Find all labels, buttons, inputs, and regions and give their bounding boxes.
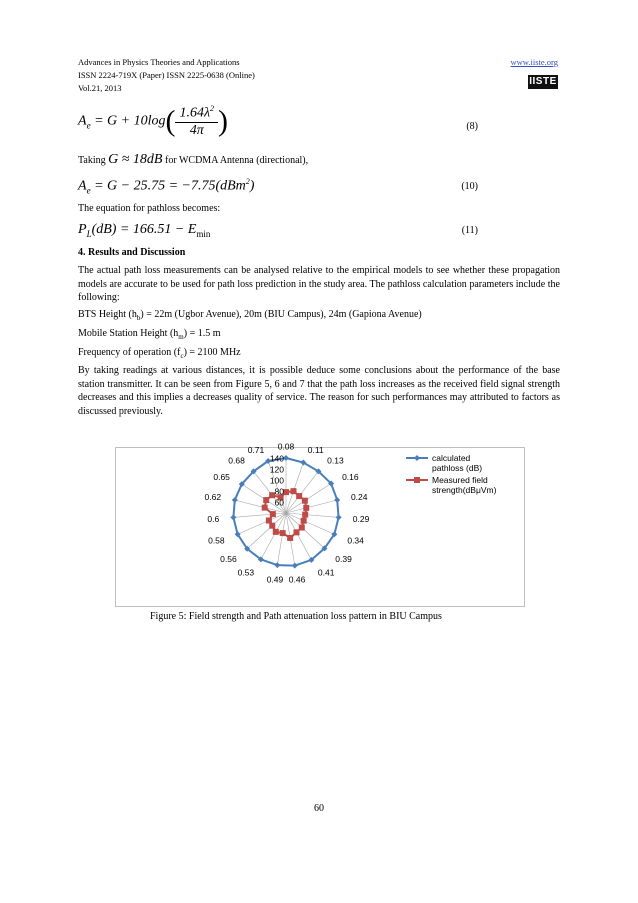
frequency: Frequency of operation $(f_c) = 2100$ MHz bbox=[78, 347, 241, 360]
field-strength-point bbox=[270, 511, 276, 517]
category-label: 0.24 bbox=[350, 492, 368, 503]
paragraph-2: By taking readings at various distances, it is possible deduce some conclusions about the performance of the base station transmitter. It can be seen from Figure 5, 6 and 7 that the path loss increases as the received field signal strength decreases and this implies a decreases quality of service. The reason for such performances may attributed to factors as discussed previously. bbox=[78, 365, 560, 417]
radial-tick-label: 60 bbox=[274, 497, 284, 508]
category-label: 0.34 bbox=[347, 535, 364, 546]
category-label: 0.11 bbox=[307, 445, 324, 456]
pathloss-point bbox=[292, 563, 298, 569]
category-label: 0.49 bbox=[266, 574, 284, 585]
legend-label: pathloss (dB) bbox=[432, 463, 483, 473]
journal-issn: ISSN 2224-719X (Paper) ISSN 2225-0638 (Online) bbox=[78, 70, 255, 80]
equation-8: $A_e = G + 10\log$( $\frac{1.64\lambda^2}{4\pi}$ ) bbox=[78, 104, 229, 138]
radial-tick-label: 120 bbox=[269, 464, 284, 475]
category-label: 0.62 bbox=[204, 492, 222, 503]
legend-label: strength(dBμVm) bbox=[432, 485, 497, 495]
ms-height: Mobile Station Height $(h_m) = 1.5$ m bbox=[78, 328, 221, 341]
field-strength-point bbox=[262, 505, 268, 511]
radial-tick-label: 140 bbox=[269, 453, 284, 464]
radial-tick-label: 80 bbox=[274, 486, 284, 497]
equation-8-label: (8) bbox=[466, 121, 478, 132]
pathloss-point bbox=[232, 497, 238, 503]
field-strength-point bbox=[293, 529, 299, 535]
category-label: 0.46 bbox=[288, 574, 306, 585]
radar-chart bbox=[116, 441, 524, 606]
category-label: 0.58 bbox=[208, 535, 225, 546]
field-strength-point bbox=[266, 518, 272, 524]
journal-url-link[interactable]: www.iiste.org bbox=[510, 57, 558, 67]
equation-10-label: (10) bbox=[461, 181, 478, 192]
pathloss-point bbox=[274, 562, 280, 568]
legend-label: calculated bbox=[432, 453, 471, 463]
equation-11-label: (11) bbox=[461, 225, 478, 236]
field-strength-point bbox=[302, 512, 308, 518]
pathloss-point bbox=[334, 497, 340, 503]
radar-chart-frame bbox=[115, 441, 525, 607]
figure-caption: Figure 5: Field strength and Path attenuation loss pattern in BIU Campus bbox=[150, 611, 442, 622]
category-label: 0.71 bbox=[247, 445, 265, 456]
taking-line: Taking G ≈ 18dB for WCDMA Antenna (directional), bbox=[78, 152, 309, 167]
field-strength-point bbox=[296, 493, 302, 499]
field-strength-point bbox=[280, 530, 286, 536]
field-strength-point bbox=[291, 488, 297, 494]
field-strength-point bbox=[269, 523, 275, 529]
field-strength-point bbox=[303, 505, 309, 511]
category-label: 0.53 bbox=[237, 567, 255, 578]
paragraph-1: The actual path loss measurements can be analysed relative to the empirical models to see whether these propagation models are accurate to be used for path loss prediction in the study area. The pathloss calculation parameters include the following: bbox=[78, 265, 560, 303]
iiste-logo: IISTE bbox=[529, 76, 557, 87]
field-strength-point bbox=[301, 518, 307, 524]
field-strength-point bbox=[302, 498, 308, 504]
equation-11: $P_L(dB) = 166.51 - E_{min}$ bbox=[78, 222, 211, 239]
journal-volume: Vol.21, 2013 bbox=[78, 83, 122, 93]
category-label: 0.65 bbox=[213, 471, 230, 482]
legend-marker bbox=[414, 477, 420, 483]
field-strength-point bbox=[299, 525, 305, 531]
radial-tick-label: 100 bbox=[269, 475, 284, 486]
page-number: 60 bbox=[314, 803, 324, 814]
legend-marker bbox=[414, 455, 420, 461]
category-label: 0.29 bbox=[352, 514, 370, 525]
category-label: 0.16 bbox=[342, 471, 359, 482]
field-strength-point bbox=[263, 497, 269, 503]
category-label: 0.6 bbox=[207, 514, 220, 525]
field-strength-point bbox=[273, 529, 279, 535]
section-heading: 4. Results and Discussion bbox=[78, 247, 186, 258]
field-strength-point bbox=[287, 535, 293, 541]
category-label: 0.68 bbox=[228, 455, 245, 466]
legend-label: Measured field bbox=[432, 475, 488, 485]
equation-10: $A_e = G - 25.75 = -7.75(dBm^2)$ bbox=[78, 177, 255, 196]
journal-title: Advances in Physics Theories and Applications bbox=[78, 57, 240, 67]
category-label: 0.41 bbox=[317, 567, 335, 578]
category-label: 0.08 bbox=[277, 441, 295, 452]
category-label: 0.56 bbox=[220, 553, 237, 564]
pathloss-point bbox=[230, 514, 236, 520]
equation-intro: The equation for pathloss becomes: bbox=[78, 203, 221, 214]
category-label: 0.13 bbox=[327, 455, 344, 466]
category-label: 0.39 bbox=[335, 553, 352, 564]
bts-height: BTS Height $(h_b) = 22m$ (Ugbor Avenue), 20m (BIU Campus), 24m (Gapiona Avenue) bbox=[78, 309, 422, 322]
pathloss-point bbox=[336, 514, 342, 520]
radar-spoke bbox=[286, 499, 339, 513]
radar-spoke bbox=[286, 461, 304, 513]
